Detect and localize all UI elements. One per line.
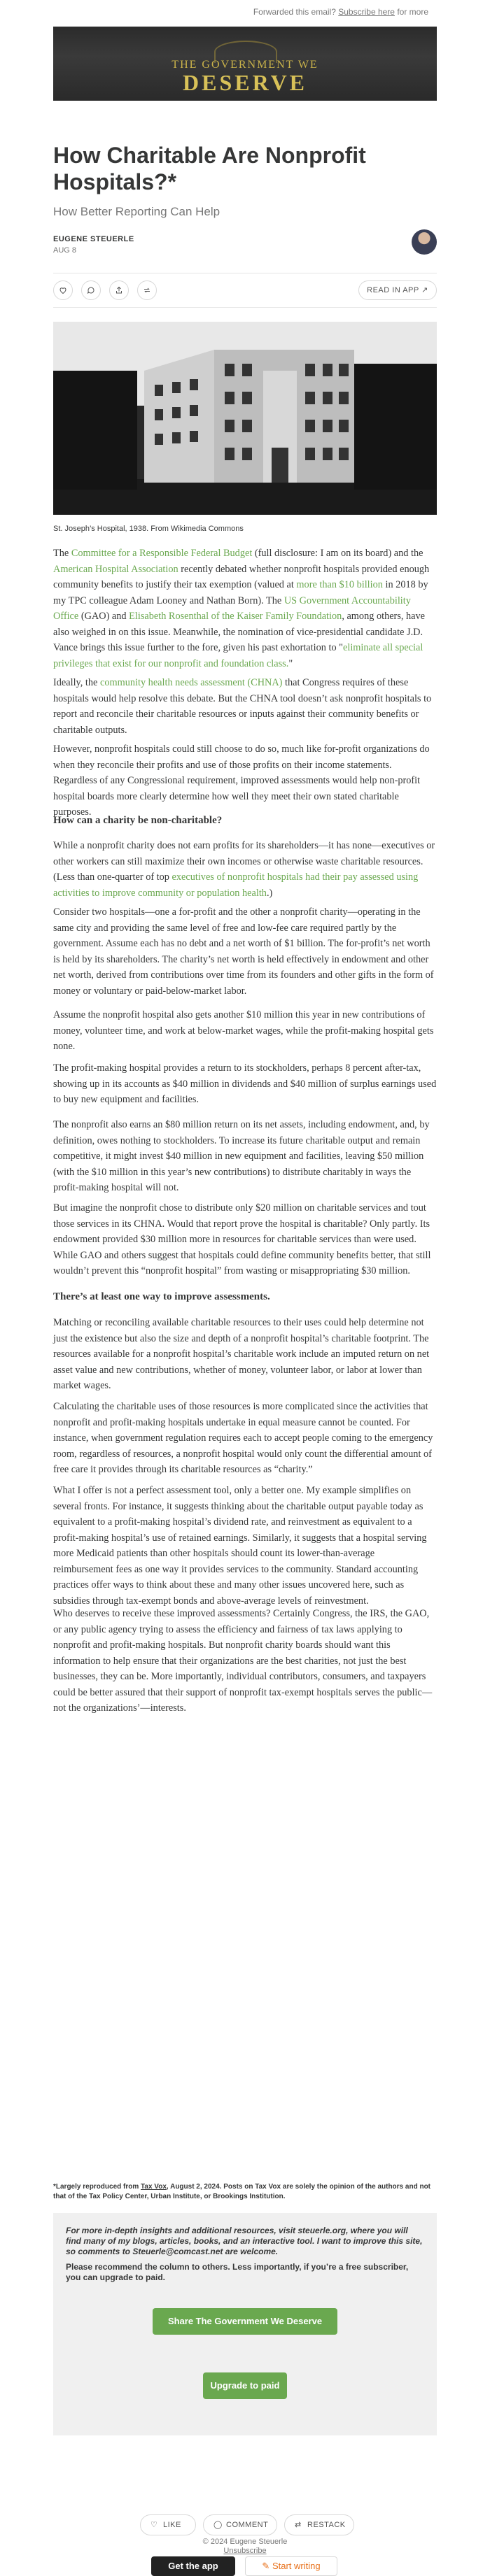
restack-icon	[143, 286, 151, 294]
paragraph-11: Calculating the charitable uses of those resources is more complicated since the activities that nonprofit and profit-making hospitals undertake in equal measure cannot be counted. For instance, when government regulation requires each to accept people coming to the emergency room, regardless of resources, a nonprofit hospital would only count the differential amount of free care it provides through its charitable resources as “charity.”	[53, 1401, 433, 1475]
author-avatar[interactable]	[412, 229, 437, 255]
promo-insights-text: For more in-depth insights and additional resources, visit steuerle.org, where you will find many of my blogs, articles, books, and an interactive tool. I want to improve this site, so comments to Steuerle@comcast.net are welcome.	[66, 2226, 423, 2256]
promo-recommend-text: Please recommend the column to others. Less importantly, if you’re a free subscriber, you can upgrade to paid.	[66, 2262, 409, 2282]
upgrade-to-paid-button[interactable]: Upgrade to paid	[203, 2372, 287, 2399]
post-subtitle: How Better Reporting Can Help	[53, 205, 220, 218]
footnote	[53, 2182, 437, 2202]
action-bar	[53, 273, 437, 308]
footnote-text-1: *Largely reproduced from	[53, 2183, 141, 2191]
vance-quote-link[interactable]: eliminate all special privileges that exist for our nonprofit and foundation class.	[53, 642, 424, 669]
footer-comment-label: COMMENT	[226, 2521, 269, 2529]
paragraph-8: The nonprofit also earns an $80 million return on its net assets, including endowment, and, by definition, owes nothing to stockholders. To increase its future charitable output and remain competitive, it might invest $40 million in new equipment and facilities, leaving $50 million (with the $10 million in this year’s new contributions) to distribute charitably in ways the profit-making hospital will not.	[53, 1119, 430, 1193]
p1-text-5: (GAO) and	[78, 611, 130, 622]
crfb-link[interactable]: Committee for a Responsible Federal Budget	[71, 548, 253, 559]
comment-button[interactable]	[81, 280, 101, 300]
p1-text-4: in 2018 by my TPC colleague Adam Looney and Nathan Born). The	[53, 579, 428, 606]
comment-icon	[87, 286, 95, 294]
p1-text-6: , among others, have also weighed in on this issue. Meanwhile, the nomination of vice-presidential candidate J.D. Vance brings this issue further to the fore, given his past exhortation to "	[53, 611, 426, 653]
p4-text-1: While a nonprofit charity does not earn profits for its shareholders—it has none—executives or other workers can still maximize their own incomes or otherwise waste charitable resources. (Less than one-quarter of top	[53, 840, 435, 883]
chna-link[interactable]: community health needs assessment (CHNA)	[99, 677, 283, 688]
paragraph-6: Assume the nonprofit hospital also gets another $10 million this year in new contributions of money, volunteer time, and work at below-market wages, while the profit-making hospital gets none.	[53, 1009, 434, 1052]
heart-icon: ♡	[150, 2521, 158, 2529]
p1-text-1: The	[53, 548, 71, 559]
start-writing-button[interactable]	[245, 2556, 337, 2576]
comment-icon: ◯	[214, 2521, 223, 2529]
post-date: AUG 8	[53, 246, 77, 255]
paragraph-12: What I offer is not a perfect assessment tool, only a better one. My example simplifies on several fronts. For instance, it suggests thinking about the charitable output payable today as equivalent to a profit-making hospital’s dividend rate, and reinvestment as equivalent to a profit-making hospital’s use of retained earnings. Similarly, it suggests that a hospital serving more Medicaid patients than other hospitals should count its lower-than-average reimbursement fees as one way it provides services to the community. Standard accounting practices offer ways to think about these and many other issues uncovered here, such as subsidies through tax-exempt bonds and above-average levels of reinvestment.	[53, 1485, 427, 1607]
p1-text-7: "	[288, 657, 293, 669]
restack-icon: ⇄	[295, 2521, 302, 2529]
aha-link[interactable]: American Hospital Association	[53, 563, 178, 575]
image-caption: St. Joseph’s Hospital, 1938. From Wikimedia Commons	[53, 525, 244, 533]
footnote-text-2: , August 2, 2024. Posts on Tax Vox are solely the opinion of the authors and not that of the Tax Policy Center, Urban Institute, or Brookings Institution.	[53, 2183, 431, 2200]
author-name[interactable]: EUGENE STEUERLE	[53, 235, 134, 243]
hospital-photo[interactable]	[53, 322, 437, 515]
paragraph-3: However, nonprofit hospitals could still choose to do so, much like for-profit organizations do when they reconcile their profits and use of those profits on their income statements. Regardless of any Congressional requirement, improved assessments would help non-profit hospital boards more clearly determine how well they meet their own stated charitable purposes.	[53, 743, 430, 818]
gao-link[interactable]: US Government Accountability Office	[53, 595, 411, 622]
paragraph-13: Who deserves to receive these improved assessments? Certainly Congress, the IRS, the GAO, or any public agency trying to assess the efficiency and fairness of tax laws applying to nonprofit and profit-making hospitals. But nonprofit charity boards should want this information to help ensure that their organizations are the best charities, not just the best businesses, they can be. More importantly, individual contributors, consumers, and taxpayers could be better assured that their support of nonprofit tax-exempt hospitals serves the public—not the organizations’—interests.	[53, 1608, 433, 1714]
footer-comment-button[interactable]	[203, 2514, 277, 2535]
forward-suffix: for more	[397, 7, 428, 17]
executive-pay-link[interactable]: executives of nonprofit hospitals had their pay assessed using activities to improve community or population health	[53, 871, 419, 899]
publication-banner[interactable]	[53, 27, 437, 101]
kff-link[interactable]: Elisabeth Rosenthal of the Kaiser Family Foundation	[129, 611, 342, 622]
footer-restack-button[interactable]	[284, 2514, 354, 2535]
like-button[interactable]	[53, 280, 73, 300]
share-icon	[115, 286, 123, 294]
p1-text-3: recently debated whether nonprofit hospitals provided enough community benefits to justify their tax exemption (valued at	[53, 563, 430, 590]
ten-billion-link[interactable]: more than $10 billion	[296, 579, 383, 590]
paragraph-4	[53, 838, 437, 901]
banner-line-1: THE GOVERNMENT WE	[172, 59, 318, 71]
p4-text-2: .)	[266, 887, 273, 899]
footer-like-label: LIKE	[163, 2521, 181, 2529]
start-writing-label: Start writing	[272, 2561, 321, 2571]
p1-text-2: (full disclosure: I am on its board) and the	[252, 548, 424, 559]
tax-vox-link[interactable]: Tax Vox	[141, 2183, 167, 2191]
restack-button[interactable]	[137, 280, 157, 300]
unsubscribe-link[interactable]: Unsubscribe	[223, 2547, 267, 2555]
hospital-illustration	[53, 322, 437, 515]
share-publication-button[interactable]: Share The Government We Deserve	[153, 2308, 337, 2335]
p2-text-1: Ideally, the	[53, 677, 100, 688]
paragraph-2	[53, 675, 437, 738]
post-title[interactable]: How Charitable Are Nonprofit Hospitals?*	[53, 143, 366, 194]
get-the-app-button[interactable]: Get the app	[151, 2556, 235, 2576]
subscribe-link[interactable]: Subscribe here	[338, 7, 395, 17]
read-in-app-label: READ IN APP	[367, 286, 419, 294]
pencil-icon: ✎	[262, 2561, 270, 2571]
p2-text-2: that Congress requires of these hospitals would help resolve this debate. But the CHNA tool doesn’t ask nonprofit hospitals to report and reconcile their charitable resources or inputs against their community benefits or charitable outputs.	[53, 677, 432, 736]
heading-non-charitable: How can a charity be non-charitable?	[53, 815, 223, 826]
share-button[interactable]	[109, 280, 129, 300]
forward-bar	[0, 0, 490, 25]
paragraph-9: But imagine the nonprofit chose to distribute only $20 million on charitable services and tout those services in its CHNA. Would that report prove the hospital is charitable? Only partly. Its endowment provided $30 million more in resources for charitable services than were used. While GAO and others suggest that hospitals could define community benefits better, that still wouldn’t prevent this “nonprofit hospital” from wasting or misappropriating $30 million.	[53, 1202, 431, 1276]
forward-prefix: Forwarded this email?	[253, 7, 336, 17]
paragraph-10: Matching or reconciling available charitable resources to their uses could help determine not just the existence but also the size and depth of a nonprofit hospital’s charitable footprint. The resources available for a nonprofit hospital’s charitable work include an imputed return on net asset value and new contributions, whether of money, volunteer labor, or labor at lower than market wages.	[53, 1317, 430, 1391]
footer-like-button[interactable]	[140, 2514, 196, 2535]
paragraph-7: The profit-making hospital provides a return to its stockholders, perhaps 8 percent after-tax, showing up in its accounts as $40 million in dividends and $40 million of surplus earnings used to buy new equipment and facilities.	[53, 1062, 437, 1105]
read-in-app-button[interactable]: READ IN APP ↗	[358, 280, 437, 300]
heart-icon	[59, 286, 67, 294]
heading-improve-assessments: There’s at least one way to improve assessments.	[53, 1291, 270, 1302]
footer-restack-label: RESTACK	[307, 2521, 346, 2529]
banner-line-2: DESERVE	[182, 70, 308, 95]
paragraph-5: Consider two hospitals—one a for-profit and the other a nonprofit charity—operating in the same city and providing the same level of free and low-fee care required partly by the government. Assume each has no debt and a net worth of $1 billion. The for-profit’s net worth is held by its shareholders. The charity’s net worth is held effectively in endowment and other net worth, derived from contributions over time from its founders and other gifts in the form of money or voluntary or paid-below-market labor.	[53, 906, 434, 997]
promo-box	[53, 2213, 437, 2435]
paragraph-1	[53, 546, 437, 671]
copyright: © 2024 Eugene Steuerle	[202, 2538, 288, 2546]
